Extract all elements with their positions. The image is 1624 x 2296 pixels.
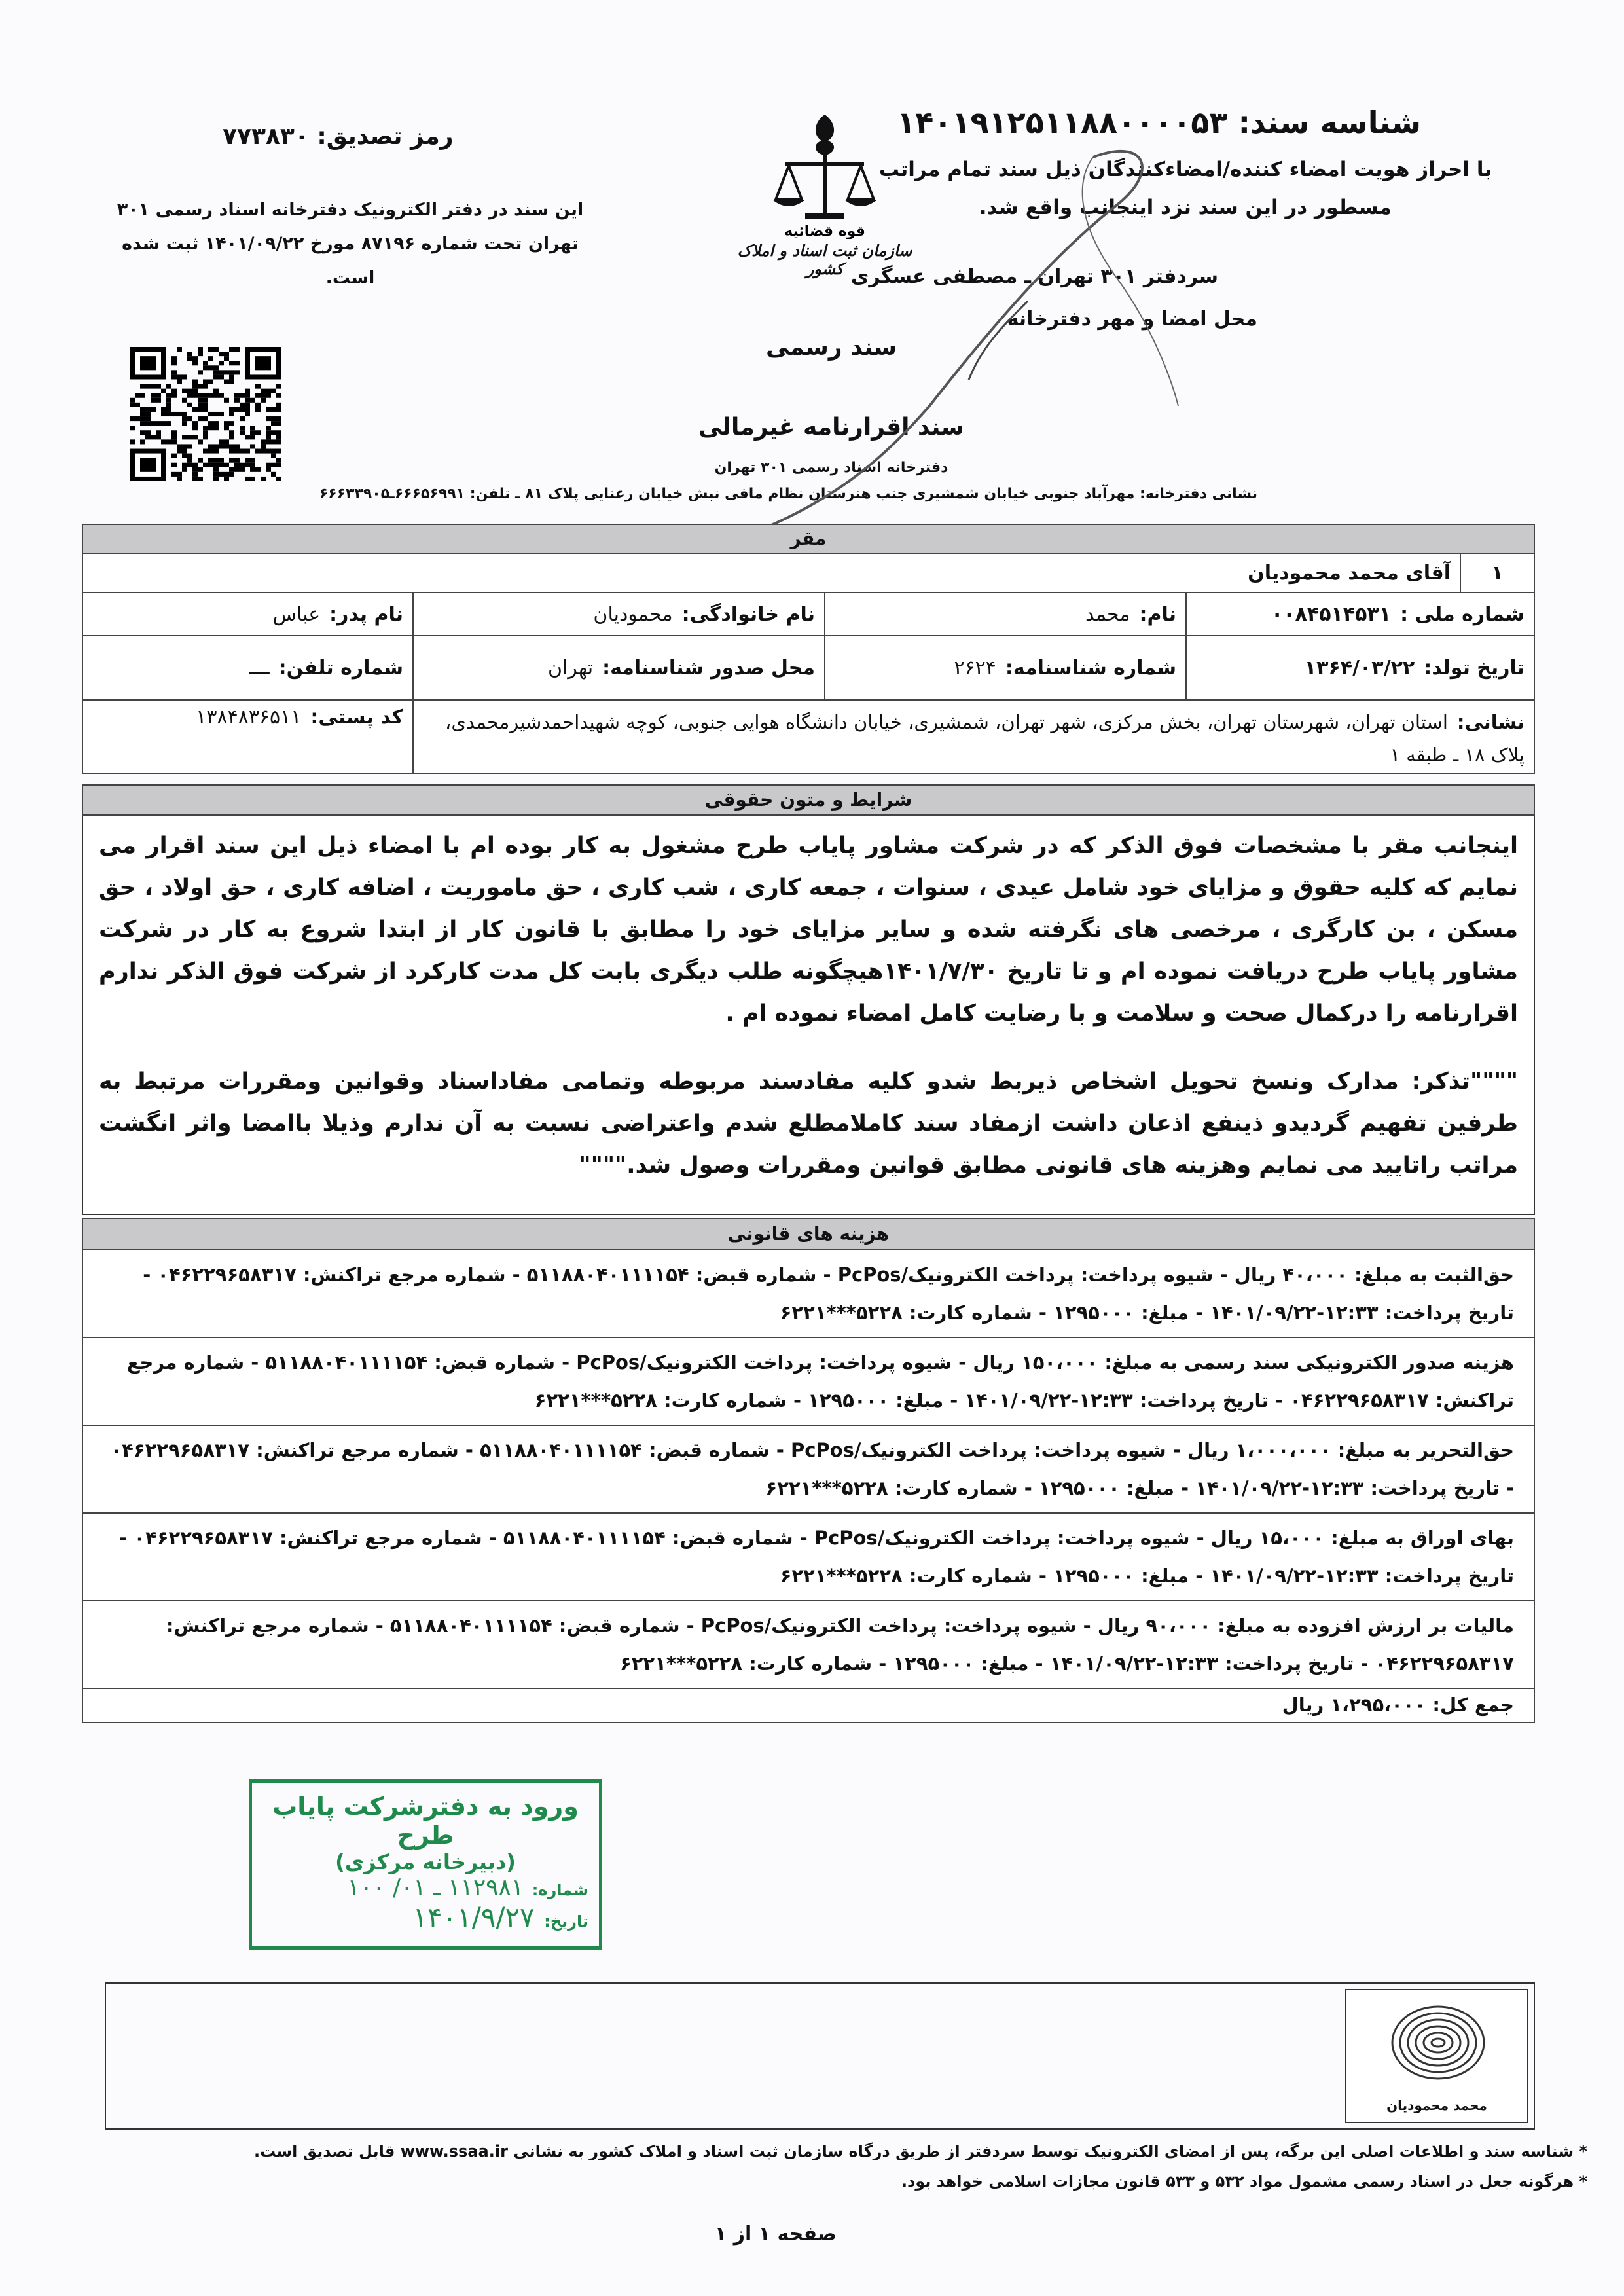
legal-paragraph: اینجانب مقر با مشخصات فوق الذکر که در شرکت مشاور پایاب طرح مشغول به کار بوده ام با امضاء ذیل این سند اقرار می نمایم که کلیه حقوق و مزایای خود شامل عیدی ، سنوات ، جمعه کاری ، شب کاری ، حق ماموریت ، اضافه کاری ، حق اولاد ، حق مسکن ، بن کارگری ، مرخصی های نگرفته شده و سایر مزایای خود را مطابق با قانون کار از ابتدا شروع به کار در شرکت مشاور پایاب طرح دریافت نموده ام و تا تاریخ ۱۴۰۱/۷/۳۰هیچگونه طلب دیگری بابت کل مدت کارکرد از شرکت فوق الذکر ندارم اقرارنامه را درکمال صحت و سلامت و با رضایت کامل امضاء نموده ام . (99, 833, 1518, 1027)
signer-name: محمد محمودیان (1386, 2098, 1487, 2113)
verification-code-label: رمز تصدیق: (317, 123, 454, 150)
signature-area (105, 1982, 1535, 2130)
legal-text-body (82, 816, 1535, 1215)
document-id-label: شناسه سند: (1238, 105, 1421, 140)
last-name-cell (412, 592, 825, 636)
document-type: سند رسمی (765, 334, 897, 361)
party-index: ۱ (1460, 553, 1535, 593)
fingerprint-box (1345, 1989, 1528, 2123)
footer-note-verification: * شناسه سند و اطلاعات اصلی این برگه، پس از امضای الکترونیک توسط سردفتر از طریق درگاه سازمان ثبت اسناد و املاک کشور به نشانی www.ssaa.ir قابل تصدیق است. (253, 2142, 1587, 2160)
field-label: نام: (1139, 602, 1176, 626)
party-section-header: مقر (82, 524, 1535, 554)
fee-row: حق‌التحریر به مبلغ: ۱،۰۰۰،۰۰۰ ریال - شیوه پرداخت: پرداخت الکترونیک/PcPos - شماره قبض: ۵۱۱۸۸۰۴۰۱۱۱۱۵۴ - شماره مرجع تراکنش: ۰۴۶۲۲۹۶۵۸۳۱۷ - تاریخ پرداخت: ۱۲:۳۳-۱۴۰۱/۰۹/۲۲ - مبلغ: ۱۲۹۵۰۰۰ - شماره کارت: ۵۲۲۸***۶۲۲۱ (82, 1426, 1535, 1514)
legal-note: """"تذکر: مدارک ونسخ تحویل اشخاص ذیربط شدو کلیه مفادسند مربوطه وتمامی مفاداسناد وقوانین ومقررات مرتبط به طرفین تفهیم گردیدو ذینفع اذعان داشت ازمفاد سند کاملامطلع شدم واعتراضی نسبت به آن ندارم وذیلا باامضا واثر انگشت مراتب راتایید می نمایم وهزینه های قانونی مطابق قوانین ومقررات وصول شد."""" (99, 1068, 1518, 1178)
field-label: نام پدر: (329, 602, 403, 626)
receipt-stamp (249, 1779, 602, 1950)
field-value: عباس (272, 602, 321, 626)
stamp-subtitle: (دبیرخانه مرکزی) (335, 1850, 516, 1874)
fees-section-header: هزینه های قانونی (82, 1218, 1535, 1250)
field-label: نشانی: (1456, 711, 1525, 733)
logo-judiciary-text: قوه قضائیه (784, 223, 865, 239)
field-value: تهران (548, 656, 594, 680)
stamp-number: ۱۱۲۹۸۱ ـ ۰۱/ ۱۰۰ (347, 1874, 524, 1901)
document-title: سند اقرارنامه غیرمالی (698, 414, 964, 441)
document-id (897, 105, 1421, 140)
field-value: ۲۶۲۴ (954, 656, 996, 680)
address-cell (412, 699, 1535, 774)
field-value: استان تهران، شهرستان تهران، بخش مرکزی، شهر تهران، شمشیری، خیابان دانشگاه هوایی جنوبی، کوچه شهیداحمدشیرمحمدی، پلاک ۱۸ ـ طبقه ۱ (444, 711, 1525, 766)
field-label: محل صدور شناسنامه: (602, 656, 815, 680)
id-number-cell (824, 635, 1187, 701)
birth-date-cell (1185, 635, 1535, 701)
field-label: تاریخ تولد: (1424, 656, 1525, 680)
fees-list (82, 1250, 1535, 1689)
page-number: صفحه ۱ از ۱ (715, 2223, 837, 2246)
notary-name: سردفتر ۳۰۱ تهران ـ مصطفی عسگری (850, 265, 1218, 288)
logo-org-name: سازمان ثبت اسناد و املاک کشور (737, 242, 912, 278)
document-id-value: ۱۴۰۱۹۱۲۵۱۱۸۸۰۰۰۰۵۳ (897, 105, 1228, 140)
field-value: ـــ (249, 656, 270, 680)
fee-row: هزینه صدور الکترونیکی سند رسمی به مبلغ: ۱۵۰،۰۰۰ ریال - شیوه پرداخت: پرداخت الکترونیک/PcPos - شماره قبض: ۵۱۱۸۸۰۴۰۱۱۱۱۵۴ - شماره مرجع تراکنش: ۰۴۶۲۲۹۶۵۸۳۱۷ - تاریخ پرداخت: ۱۲:۳۳-۱۴۰۱/۰۹/۲۲ - مبلغ: ۱۲۹۵۰۰۰ - شماره کارت: ۵۲۲۸***۶۲۲۱ (82, 1338, 1535, 1426)
fingerprint-icon (1346, 1990, 1527, 2095)
field-value: محمد (1085, 602, 1130, 626)
party-full-name: آقای محمد محمودیان (82, 553, 1461, 593)
issue-place-cell (412, 635, 825, 701)
footer-note-forgery: * هرگونه جعل در اسناد رسمی مشمول مواد ۵۳۲ و ۵۳۳ قانون مجازات اسلامی خواهد بود. (901, 2172, 1587, 2191)
stamp-number-label: شماره: (532, 1881, 588, 1899)
stamp-title: ورود به دفترشرکت پایاب طرح (272, 1792, 579, 1850)
legal-section-header: شرایط و متون حقوقی (82, 784, 1535, 816)
scales-of-justice-icon (733, 108, 916, 239)
stamp-date-label: تاریخ: (544, 1912, 588, 1931)
office-name: دفترخانه اسناد رسمی ۳۰۱ تهران (714, 460, 948, 476)
fee-row: حق‌الثبت به مبلغ: ۴۰،۰۰۰ ریال - شیوه پرداخت: پرداخت الکترونیک/PcPos - شماره قبض: ۵۱۱۸۸۰۴۰۱۱۱۱۵۴ - شماره مرجع تراکنش: ۰۴۶۲۲۹۶۵۸۳۱۷ - تاریخ پرداخت: ۱۲:۳۳-۱۴۰۱/۰۹/۲۲ - مبلغ: ۱۲۹۵۰۰۰ - شماره کارت: ۵۲۲۸***۶۲۲۱ (82, 1250, 1535, 1338)
registration-text: این سند در دفتر الکترونیک دفترخانه اسناد رسمی ۳۰۱ تهران تحت شماره ۸۷۱۹۶ مورخ ۱۴۰۱/۰۹/۲۲ ثبت شده است. (117, 200, 584, 288)
stamp-date: ۱۴۰۱/۹/۲۷ (412, 1901, 535, 1933)
field-value: محمودیان (593, 602, 673, 626)
notary-signature-place: محل امضا و مهر دفترخانه (1007, 308, 1257, 331)
office-address: نشانی دفترخانه: مهرآباد جنوبی خیابان شمشیری جنب هنرستان نظام مافی نبش خیابان رعنایی پلاک ۸۱ ـ تلفن: ۶۶۶۵۶۹۹۱ـ۶۶۶۳۳۹۰۵ (319, 486, 1257, 502)
father-name-cell (82, 592, 414, 636)
fee-row: مالیات بر ارزش افزوده به مبلغ: ۹۰،۰۰۰ ریال - شیوه پرداخت: پرداخت الکترونیک/PcPos - شماره قبض: ۵۱۱۸۸۰۴۰۱۱۱۱۵۴ - شماره مرجع تراکنش: ۰۴۶۲۲۹۶۵۸۳۱۷ - تاریخ پرداخت: ۱۲:۳۳-۱۴۰۱/۰۹/۲۲ - مبلغ: ۱۲۹۵۰۰۰ - شماره کارت: ۵۲۲۸***۶۲۲۱ (82, 1601, 1535, 1689)
field-label: شماره تلفن: (278, 656, 403, 680)
first-name-cell (824, 592, 1187, 636)
fee-row: بهای اوراق به مبلغ: ۱۵،۰۰۰ ریال - شیوه پرداخت: پرداخت الکترونیک/PcPos - شماره قبض: ۵۱۱۸۸۰۴۰۱۱۱۱۵۴ - شماره مرجع تراکنش: ۰۴۶۲۲۹۶۵۸۳۱۷ - تاریخ پرداخت: ۱۲:۳۳-۱۴۰۱/۰۹/۲۲ - مبلغ: ۱۲۹۵۰۰۰ - شماره کارت: ۵۲۲۸***۶۲۲۱ (82, 1514, 1535, 1601)
field-label: نام خانوادگی: (681, 602, 815, 626)
lower-content (82, 784, 1587, 2246)
verification-code-value: ۷۷۳۸۳۰ (223, 123, 309, 150)
field-label: کد پستی: (310, 706, 403, 729)
field-label: شماره ملی : (1400, 602, 1525, 626)
postal-code-cell (82, 699, 414, 774)
field-value: ۱۳۶۴/۰۳/۲۲ (1304, 656, 1415, 680)
field-value: ۰۰۸۴۵۱۴۵۳۱ (1271, 602, 1392, 626)
phone-cell (82, 635, 414, 701)
fees-total: جمع کل: ۱،۲۹۵،۰۰۰ ریال (82, 1689, 1535, 1723)
field-label: شماره شناسنامه: (1005, 656, 1176, 680)
verification-code (223, 123, 453, 150)
national-id-cell (1185, 592, 1535, 636)
judiciary-emblem-logo (733, 108, 916, 285)
identity-verification-text: با احراز هویت امضاء کننده/امضاءکنندگان ذیل سند تمام مراتب مسطور در این سند نزد اینجانب واقع شد. (878, 158, 1492, 219)
field-value: ۱۳۸۴۸۳۶۵۱۱ (196, 706, 302, 729)
qr-code (130, 347, 281, 481)
